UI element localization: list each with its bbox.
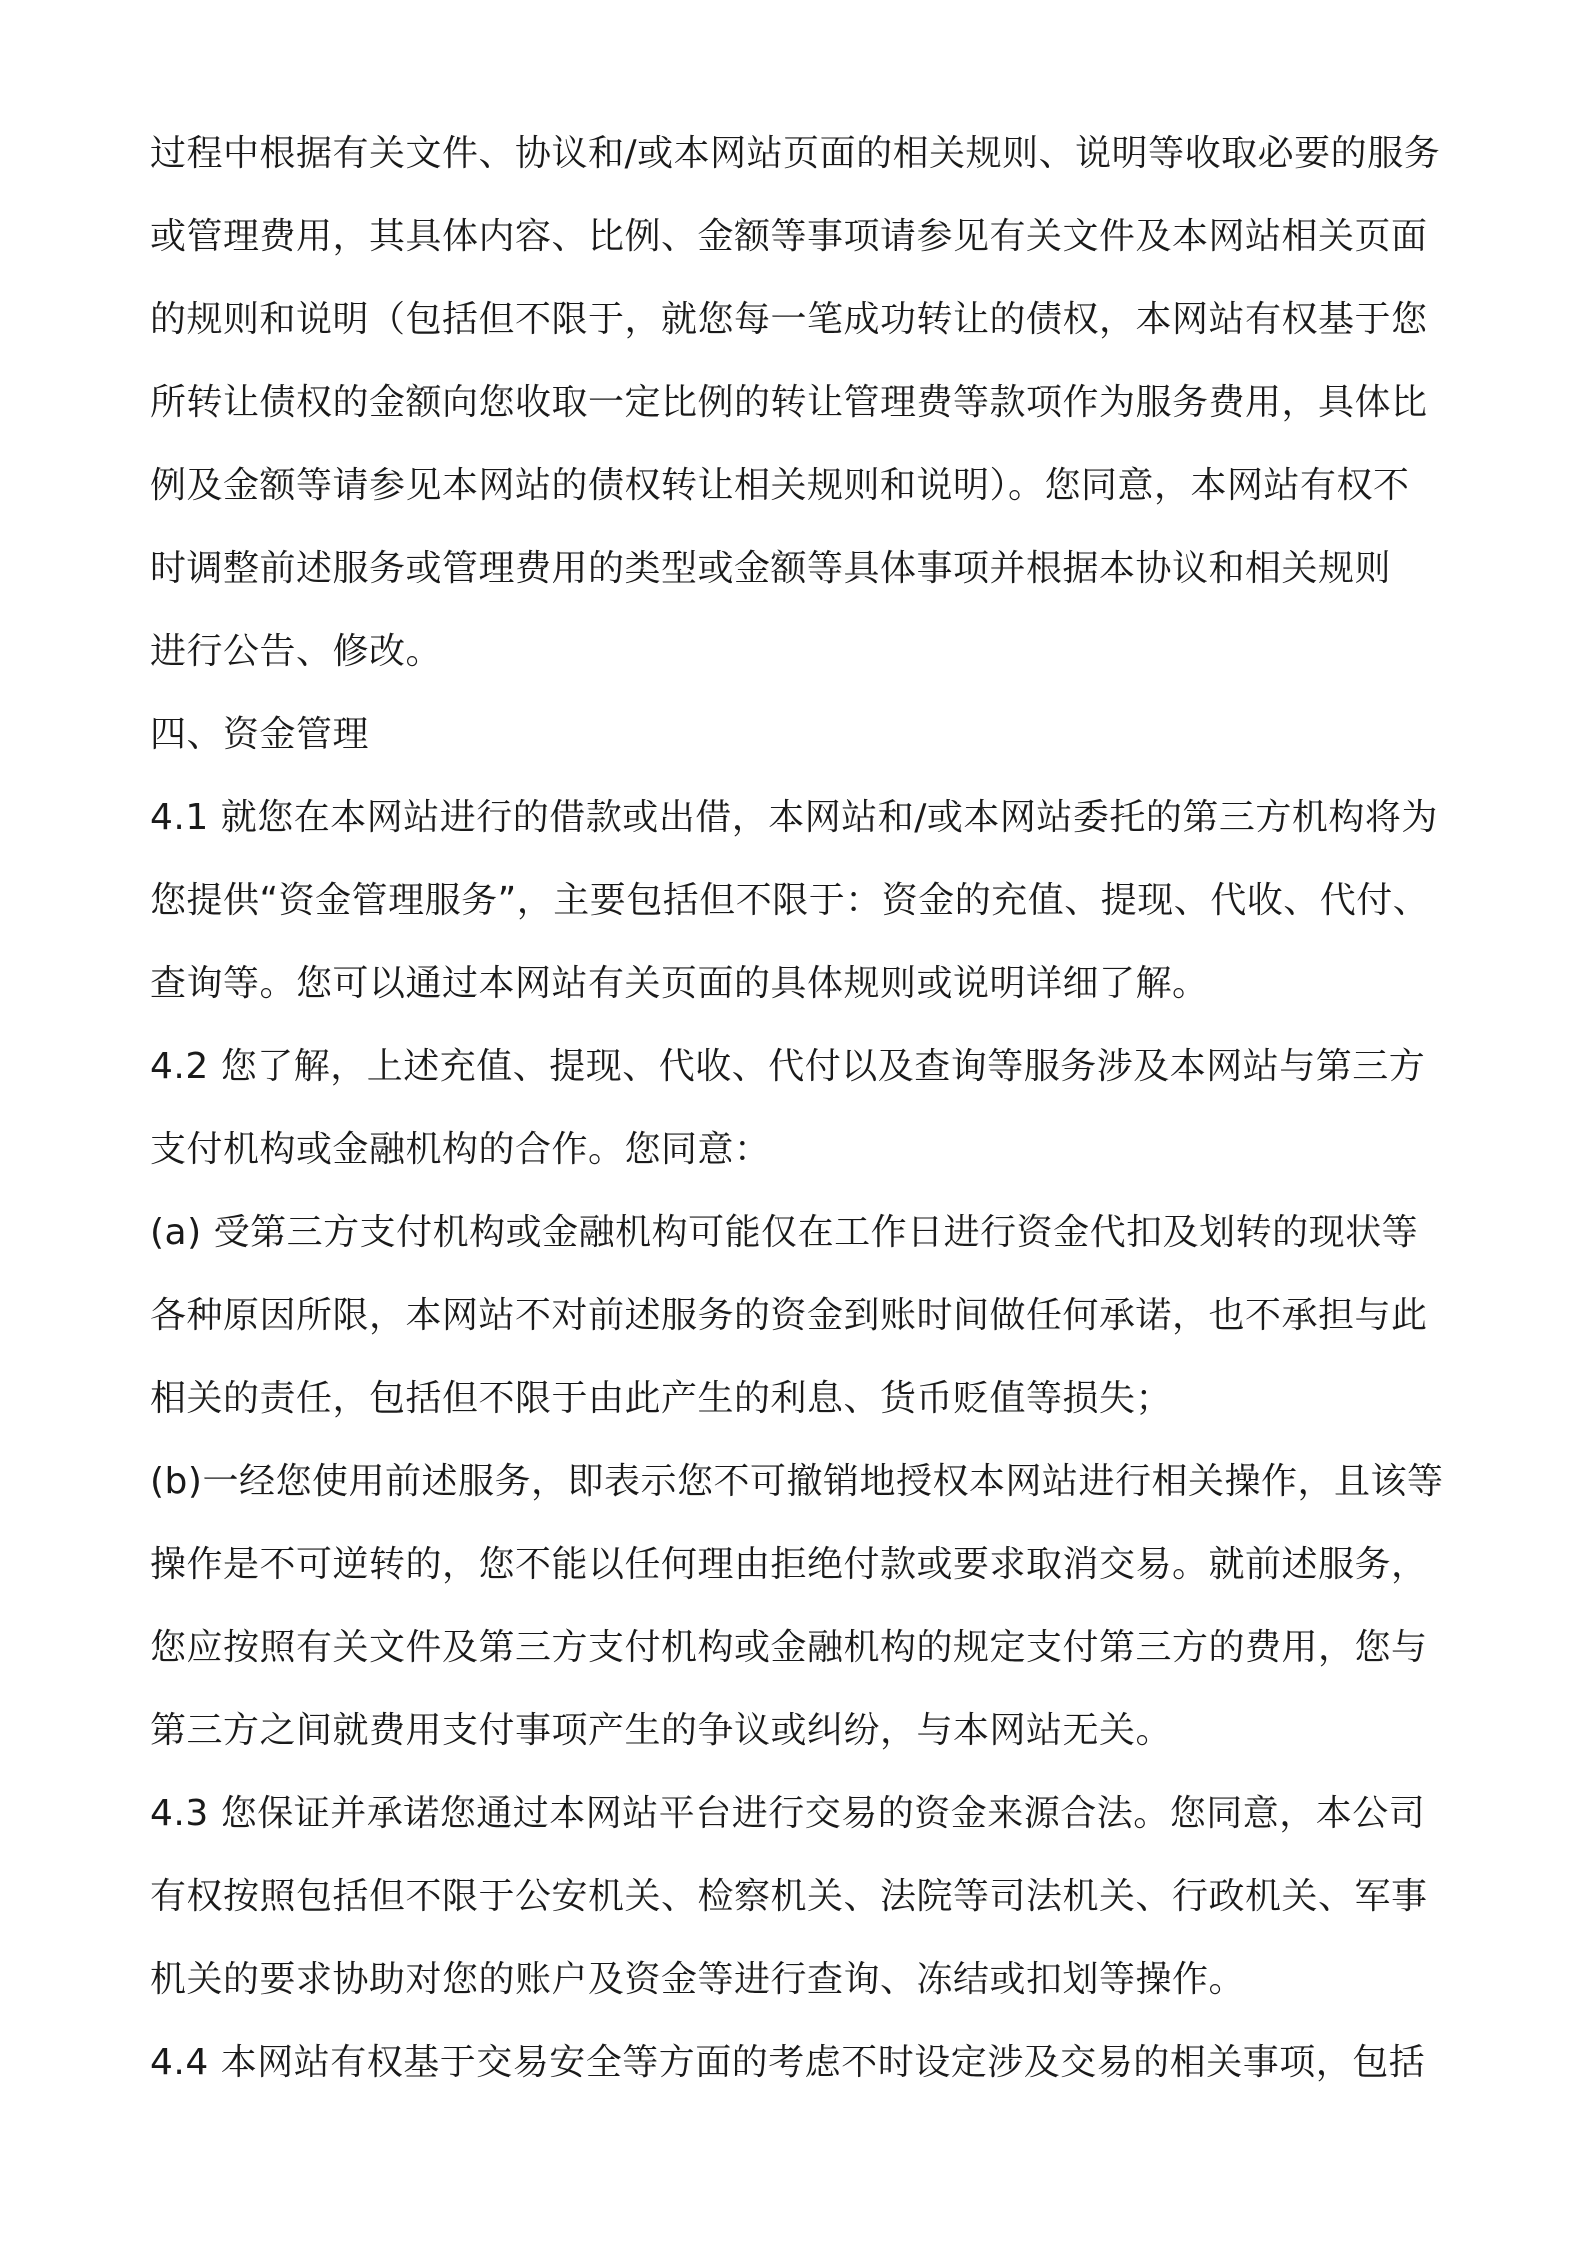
text-line: 支付机构或金融机构的合作。您同意： [150,1129,771,1170]
document-page [150,112,1450,2104]
text-line: 各种原因所限，本网站不对前述服务的资金到账时间做任何承诺，也不承担与此 [150,1295,1428,1336]
text-line: 进行公告、修改。 [150,631,443,672]
text-line: 的规则和说明（包括但不限于，就您每一笔成功转让的债权，本网站有权基于您 [150,299,1428,340]
text-line: 您应按照有关文件及第三方支付机构或金融机构的规定支付第三方的费用，您与 [150,1627,1428,1668]
clause-4-1-line: 4.1 就您在本网站进行的借款或出借，本网站和/或本网站委托的第三方机构将为 [150,797,1438,838]
clause-b-line: (b)一经您使用前述服务，即表示您不可撤销地授权本网站进行相关操作，且该等 [150,1461,1444,1502]
text-line: 机关的要求协助对您的账户及资金等进行查询、冻结或扣划等操作。 [150,1959,1246,2000]
text-line: 所转让债权的金额向您收取一定比例的转让管理费等款项作为服务费用，具体比 [150,382,1428,423]
clause-4-3-line: 4.3 您保证并承诺您通过本网站平台进行交易的资金来源合法。您同意，本公司 [150,1793,1426,1834]
section-heading: 四、资金管理 [150,714,370,755]
text-line: 例及金额等请参见本网站的债权转让相关规则和说明）。您同意，本网站有权不 [150,465,1410,506]
clause-4-2-line: 4.2 您了解，上述充值、提现、代收、代付以及查询等服务涉及本网站与第三方 [150,1046,1426,1087]
text-line: 时调整前述服务或管理费用的类型或金额等具体事项并根据本协议和相关规则 [150,548,1392,589]
clause-4-4-line: 4.4 本网站有权基于交易安全等方面的考虑不时设定涉及交易的相关事项，包括 [150,2042,1426,2083]
clause-a-line: (a) 受第三方支付机构或金融机构可能仅在工作日进行资金代扣及划转的现状等 [150,1212,1419,1253]
text-line: 操作是不可逆转的，您不能以任何理由拒绝付款或要求取消交易。就前述服务， [150,1544,1428,1585]
text-line: 或管理费用，其具体内容、比例、金额等事项请参见有关文件及本网站相关页面 [150,216,1428,257]
text-line: 查询等。您可以通过本网站有关页面的具体规则或说明详细了解。 [150,963,1209,1004]
text-line: 相关的责任，包括但不限于由此产生的利息、货币贬值等损失； [150,1378,1173,1419]
text-line: 有权按照包括但不限于公安机关、检察机关、法院等司法机关、行政机关、军事 [150,1876,1428,1917]
text-line: 过程中根据有关文件、协议和/或本网站页面的相关规则、说明等收取必要的服务 [150,133,1441,174]
text-line: 您提供“资金管理服务”，主要包括但不限于：资金的充值、提现、代收、代付、 [150,880,1430,921]
text-line: 第三方之间就费用支付事项产生的争议或纠纷，与本网站无关。 [150,1710,1173,1751]
